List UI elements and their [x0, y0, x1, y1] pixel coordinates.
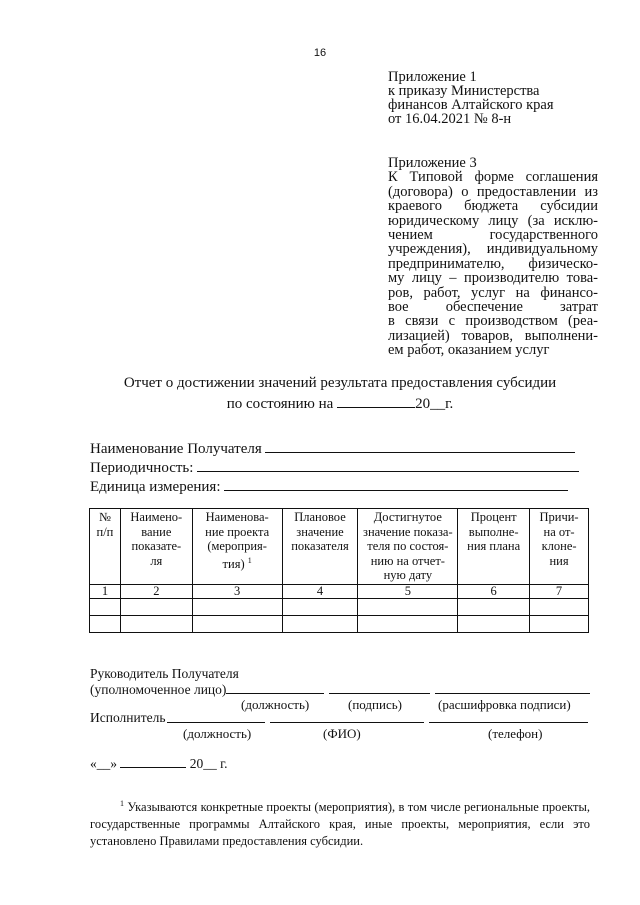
- recipient-label: Наименование Получателя: [90, 441, 262, 457]
- column-number: 3: [192, 584, 282, 598]
- footnote: [90, 795, 590, 850]
- recipient-field-row: [90, 438, 575, 458]
- table-cell[interactable]: [90, 615, 121, 632]
- caption-phone: (телефон): [488, 726, 543, 741]
- header-planned-value: Плановое значение показателя: [282, 509, 358, 585]
- appendix-3-line: вое обеспечение затрат: [388, 299, 598, 316]
- appendix-1-block: [388, 70, 608, 126]
- footnote-text: Указываются конкретные проекты (мероприятия), в том числе региональные проекты, государственные программы Алтайского края, иные проекты, мероприятия, если это установлено Правилами предоставления субсидии.: [90, 800, 591, 849]
- appendix-3-line: ем работ, оказанием услуг: [388, 342, 550, 359]
- appendix-3-line: юридическому лицу (за исклю-: [388, 212, 598, 229]
- footnote-number: 1: [120, 799, 124, 808]
- table-cell[interactable]: [458, 615, 530, 632]
- appendix-3-line: краевого бюджета субсидии: [388, 198, 598, 215]
- unit-field-row: [90, 476, 568, 496]
- date-day: «__»: [90, 756, 117, 771]
- table-cell[interactable]: [192, 598, 282, 615]
- appendix-1-line: от 16.04.2021 № 8-н: [388, 111, 512, 127]
- periodicity-field-row: [90, 457, 579, 477]
- table-cell[interactable]: [530, 598, 589, 615]
- column-number: 7: [530, 584, 589, 598]
- periodicity-blank[interactable]: [197, 457, 579, 472]
- header-deviation-reason: Причи- на от- клоне- ния: [530, 509, 589, 585]
- date-month-blank[interactable]: [120, 755, 186, 768]
- report-date-blank[interactable]: [337, 393, 415, 408]
- column-number: 1: [90, 584, 121, 598]
- column-number: 4: [282, 584, 358, 598]
- periodicity-label: Периодичность:: [90, 460, 194, 476]
- report-date-line: [90, 393, 590, 413]
- table-cell[interactable]: [192, 615, 282, 632]
- header-indicator-name: Наимено- вание показате- ля: [120, 509, 192, 585]
- appendix-3-line: в связи с производством (реа-: [388, 313, 598, 330]
- executor-phone-blank[interactable]: [429, 722, 588, 723]
- caption-position-executor: (должность): [183, 726, 252, 741]
- head-signature-blank[interactable]: [329, 693, 430, 694]
- table-header-row: [90, 509, 589, 585]
- appendix-3-line: К Типовой форме соглашения: [388, 169, 598, 186]
- table-number-row: [90, 584, 589, 598]
- report-title: Отчет о достижении значений результата предоставления субсидии: [123, 375, 557, 391]
- column-number: 6: [458, 584, 530, 598]
- header-number: № п/п: [90, 509, 121, 585]
- table-cell[interactable]: [458, 598, 530, 615]
- caption-fio: (ФИО): [323, 726, 361, 741]
- head-label-line1: Руководитель Получателя: [90, 666, 239, 681]
- footnote-marker: 1: [247, 555, 252, 565]
- appendix-1-line: Приложение 1: [388, 69, 477, 85]
- date-year: 20__ г.: [189, 756, 228, 771]
- table-row: [90, 598, 589, 615]
- indicators-table: [89, 508, 589, 633]
- appendix-3-line: му лицу – производителю това-: [388, 270, 598, 287]
- appendix-3-line: предпринимателю, физическо-: [388, 255, 598, 272]
- caption-signature: (подпись): [348, 697, 402, 712]
- column-number: 5: [358, 584, 458, 598]
- recipient-blank[interactable]: [265, 438, 575, 453]
- table-cell[interactable]: [358, 598, 458, 615]
- table-cell[interactable]: [530, 615, 589, 632]
- appendix-3-line: (договора) о предоставлении из: [388, 183, 598, 200]
- header-achieved-value: Достигнутое значение показа- теля по состоя- нию на отчет- ную дату: [358, 509, 458, 585]
- table-cell[interactable]: [282, 615, 358, 632]
- executor-label: Исполнитель: [90, 710, 166, 725]
- executor-position-blank[interactable]: [167, 722, 265, 723]
- header-percent-completion: Процент выполне- ния плана: [458, 509, 530, 585]
- caption-position: (должность): [241, 697, 310, 712]
- appendix-3-line: ров, работ, услуг на финансо-: [388, 284, 598, 301]
- table-row: [90, 615, 589, 632]
- page-number: 16: [313, 47, 327, 59]
- date-line: [90, 755, 228, 772]
- table-cell[interactable]: [282, 598, 358, 615]
- caption-decoding: (расшифровка подписи): [438, 697, 571, 712]
- unit-label: Единица измерения:: [90, 479, 221, 495]
- head-position-blank[interactable]: [226, 693, 324, 694]
- column-number: 2: [120, 584, 192, 598]
- appendix-3-line: чением государственного: [388, 227, 598, 244]
- head-decoding-blank[interactable]: [435, 693, 590, 694]
- appendix-3-line: лизацией) товаров, выполнени-: [388, 327, 598, 344]
- report-date-prefix: по состоянию на: [226, 396, 334, 412]
- appendix-3-line: Приложение 3: [388, 155, 477, 171]
- appendix-3-block: [388, 156, 598, 358]
- executor-fio-blank[interactable]: [270, 722, 424, 723]
- appendix-1-line: к приказу Министерства: [388, 83, 540, 99]
- table-cell[interactable]: [120, 615, 192, 632]
- unit-blank[interactable]: [224, 476, 568, 491]
- table-cell[interactable]: [120, 598, 192, 615]
- table-cell[interactable]: [90, 598, 121, 615]
- head-label-line2: (уполномоченное лицо): [90, 682, 227, 697]
- header-project-name: Наименова- ние проекта (мероприя- тия) $^1$: [192, 509, 282, 585]
- report-date-suffix: 20__г.: [415, 396, 454, 412]
- appendix-1-line: финансов Алтайского края: [388, 97, 554, 113]
- table-cell[interactable]: [358, 615, 458, 632]
- appendix-3-line: учреждения), индивидуальному: [388, 241, 598, 258]
